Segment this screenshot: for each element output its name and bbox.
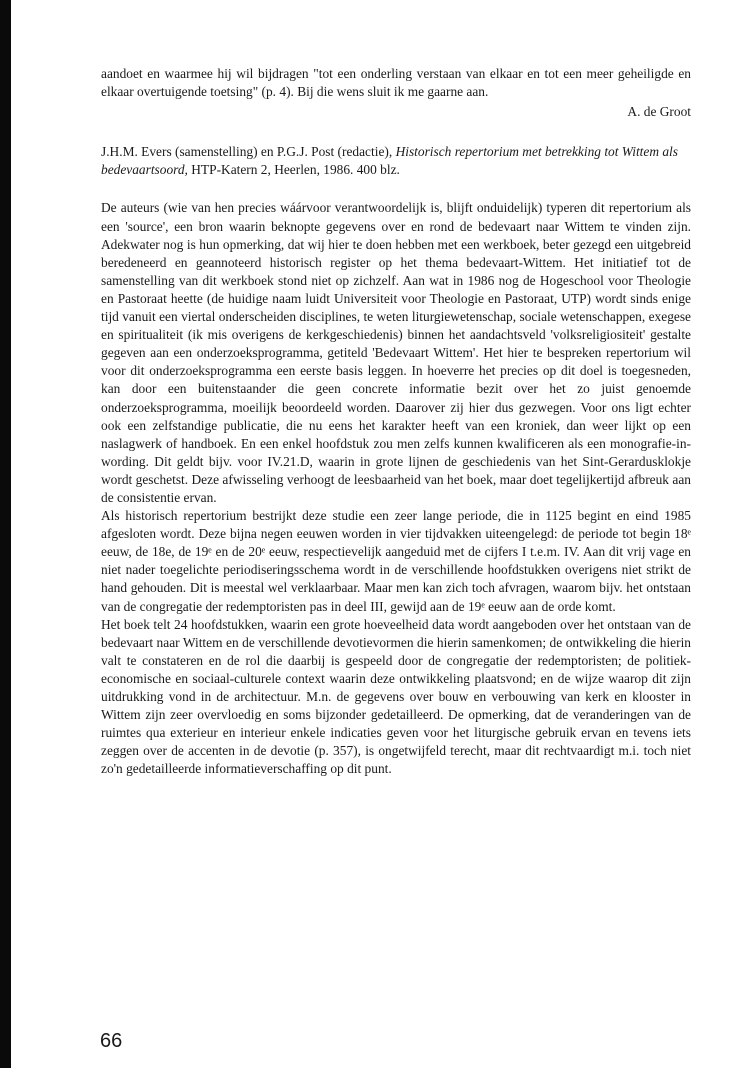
scan-edge-shadow bbox=[0, 0, 11, 1068]
review-signature: A. de Groot bbox=[627, 104, 691, 120]
body-paragraph: Het boek telt 24 hoofdstukken, waarin een grote hoeveelheid data wordt aangeboden over het ontstaan van de bedevaart naar Wittem en de verschillende devotievormen die hierin samenkomen; de ontwikkeling die hierin valt te constateren en de rol die daarbij is gespeeld door de congregatie der redemptoristen; de politiek-economische en sociaal-culturele context waarin deze ontwikkeling plaatsvond; en de wijze waarop dit zijn uitdrukking vond in de architectuur. M.n. de gegevens over bouw en verbouwing van kerk en klooster in Wittem zijn zeer overvloedig en soms bijzonder gedetailleerd. De opmerking, dat de veranderingen van de ruimtes qua exterieur en interieur enkele indicaties geven voor het liturgische gebruik ervan en tevens iets zeggen over de accenten in de devotie (p. 357), is ongetwijfeld terecht, maar dit rechtvaardigt m.i. toch niet zo'n gedetailleerde informatieverschaffing op dit punt. bbox=[101, 616, 691, 777]
review-citation bbox=[101, 143, 691, 179]
body-paragraph: Als historisch repertorium bestrijkt deze studie een zeer lange periode, die in 1125 begint en eind 1985 afgesloten wordt. Deze bijna negen eeuwen worden in vier tijdvakken uiteengelegd: de periode tot begin 18ᵉ eeuw, de 18e, de 19ᵉ en de 20ᵉ eeuw, respectievelijk aangeduid met de cijfers I t.e.m. IV. Aan dit vrij vage en niet nader toegelichte periodiseringsschema wordt in de verschillende hoofdstukken overigens niet strikt de hand gehouden. Dit is meestal wel verklaarbaar. Maar men kan zich toch afvragen, waarom bijv. het ontstaan van de congregatie der redemptoristen pas in deel III, gewijd aan de 19ᵉ eeuw aan de orde komt. bbox=[101, 508, 691, 614]
body-paragraph: De auteurs (wie van hen precies wáárvoor verantwoordelijk is, blijft onduidelijk) typeren dit repertorium als een 'source', een bron waarin beknopte gegevens over en rond de bedevaart naar Wittem te vinden zijn. Adekwater nog is hun opmerking, dat wij hier te doen hebben met een werkboek, beter gezegd een uitgebreid beredeneerd en geannoteerd historisch register op het thema bedevaart-Wittem. Het initiatief tot de samenstelling van dit werkboek stond niet op zichzelf. Aan wat in 1986 nog de Hogeschool voor Theologie en Pastoraat heette (de huidige naam luidt Universiteit voor Theologie en Pastoraat, UTP) wordt sinds enige tijd vanuit een viertal onderscheiden disciplines, te weten liturgiewetenschap, sociale wetenschappen, exegese en spiritualiteit (ik mis overigens de kerkgeschiedenis) binnen het aandachtsveld 'volksreligiositeit' gestalte gegeven aan een onderzoeksprogramma, getiteld 'Bedevaart Wittem'. Het hier te bespreken repertorium wil voor dit onderzoeksprogramma een eerste basis leggen. In hoeverre het precies op dit doel is toegesneden, kan door een buitenstaander die geen concrete informatie bezit over het zo juist genoemde onderzoeksprogramma, moeilijk beoordeeld worden. Daarover zij hier dus gezwegen. Voor ons ligt echter ook een zelfstandige publicatie, die nu eens het karakter heeft van een kroniek, dan weer lijkt op een naslagwerk of handboek. En een enkel hoofdstuk zou men zelfs kunnen kwalificeren als een monografie-in-wording. Dit geldt bijv. voor IV.21.D, waarin in grote lijnen de geschiedenis van het Sint-Gerardusklokje wordt geschetst. Deze afwisseling verhoogt de leesbaarheid van het boek, maar doet tegelijkertijd afbreuk aan de consistentie ervan. bbox=[101, 200, 691, 505]
top-paragraph: aandoet en waarmee hij wil bijdragen "tot een onderling verstaan van elkaar en tot een meer geheiligde en elkaar overtuigende toetsing" (p. 4). Bij die wens sluit ik me gaarne aan. bbox=[101, 66, 691, 100]
page-number: 66 bbox=[100, 1030, 123, 1052]
review-publication: HTP-Katern 2, Heerlen, 1986. 400 blz. bbox=[191, 162, 400, 178]
review-authors: J.H.M. Evers (samenstelling) en P.G.J. Post (redactie), bbox=[101, 144, 393, 160]
review-title: Historisch repertorium met betrekking tot Wittem als bedevaartsoord, bbox=[101, 144, 678, 178]
review-body bbox=[101, 199, 691, 778]
page-content bbox=[101, 65, 691, 778]
